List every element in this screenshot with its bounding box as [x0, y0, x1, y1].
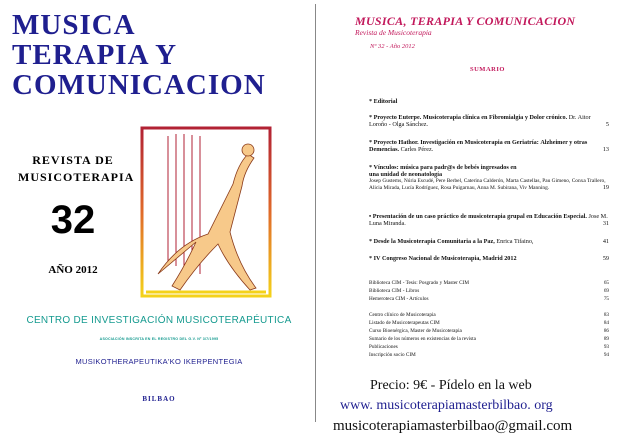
- cover-title-line-3: COMUNICACION: [12, 69, 266, 101]
- toc-small-entry: Listado de Musicoterapeutas CIM 84: [369, 320, 609, 326]
- toc-entry: * Desde la Musicoterapia Comunitaria a la Paz, Enrica Tifaino, 41: [369, 238, 609, 245]
- cover-revista-line-2: MUSICOTERAPIA: [18, 170, 135, 184]
- toc-small-entry: Biblioteca CIM - Tesis: Posgrado y Master CIM 65: [369, 280, 609, 286]
- dancer-head: [242, 144, 254, 156]
- cover-city: BILBAO: [142, 395, 176, 403]
- toc-entry: * Proyecto Hathor. Investigación en Musicoterapia en Geriatría: Alzheimer y otras Demencias. Carles Pérez. 13: [369, 139, 609, 153]
- toc-entry: * Proyecto Euterpe. Musicoterapia clínica en Fibromialgia y Dolor crónico. Dr. Aitor Loroño - Olga Sánchez. 5: [369, 114, 609, 128]
- cover-issue-number: 32: [50, 198, 96, 242]
- contents-subtitle: Revista de Musicoterapia: [355, 28, 432, 37]
- toc-small-entry: Sumario de los números en existencias de la revista 89: [369, 336, 609, 342]
- price-line: Precio: 9€ - Pídelo en la web: [370, 378, 532, 393]
- website-link[interactable]: www. musicoterapiamasterbilbao. org: [340, 398, 553, 413]
- toc-small-entry: Biblioteca CIM - Libros 69: [369, 288, 609, 294]
- toc-entry: * Editorial: [369, 98, 398, 105]
- toc-entry: * IV Congreso Nacional de Musicoterapia, Madrid 2012 59: [369, 255, 609, 262]
- email-address[interactable]: musicoterapiamasterbilbao@gmail.com: [333, 418, 573, 434]
- toc-entry: * Vínculos: música para padr@s de bebés ingresados en una unidad de neonatología Josep Gustems, Núria Escudé, Pere Berbel, Caterina Calderón, Marta Castellas, Pau Gimeno, Conxa Trallero, Alicia Mirada, Lucía Rodríguez, Rosa Puigarnau, Anna M. Subirana, Viv Manning. 19: [369, 164, 609, 191]
- cover-association-line: ASOCIACIÓN INSCRITA EN EL REGISTRO DEL G.V. Nº 3/7/1995: [99, 337, 219, 341]
- contents-journal-title: MUSICA, TERAPIA Y COMUNICACION: [355, 14, 576, 28]
- contents-heading: SUMARIO: [470, 66, 505, 73]
- cover-issue-year: AÑO 2012: [48, 264, 98, 276]
- toc-small-entry: Curso Bioenérgica, Master de Musicoterapia 86: [369, 328, 609, 334]
- cover-research-center: CENTRO DE INVESTIGACIÓN MUSICOTERAPÉUTICA: [26, 315, 292, 326]
- page-divider: [315, 4, 316, 422]
- cover-title: [12, 10, 266, 100]
- cover-title-line-1: MUSICA: [12, 9, 136, 41]
- dancer-figure: [158, 154, 256, 290]
- toc-small-entry: Inscripción socio CIM 94: [369, 352, 609, 358]
- toc-small-entry: Publicaciones 93: [369, 344, 609, 350]
- cover-issue-block: [18, 152, 135, 276]
- cover-revista-line-1: REVISTA DE: [32, 153, 114, 167]
- toc-small-entry: Hemeroteca CIM - Artículos 75: [369, 296, 609, 302]
- cover-basque-name: MUSIKOTHERAPEUTIKA'KO IKERPENTEGIA: [75, 357, 243, 366]
- contents-issue: Nº 32 - Año 2012: [370, 43, 415, 50]
- toc-entry: • Presentación de un caso práctico de musicoterapia grupal en Educación Especial. Jose M. Luna Miranda. 31: [369, 213, 609, 227]
- cover-title-line-2: TERAPIA Y: [12, 39, 178, 71]
- toc-small-entry: Centro clínico de Musicoterapia 83: [369, 312, 609, 318]
- dancer-harp-artwork: [138, 124, 274, 300]
